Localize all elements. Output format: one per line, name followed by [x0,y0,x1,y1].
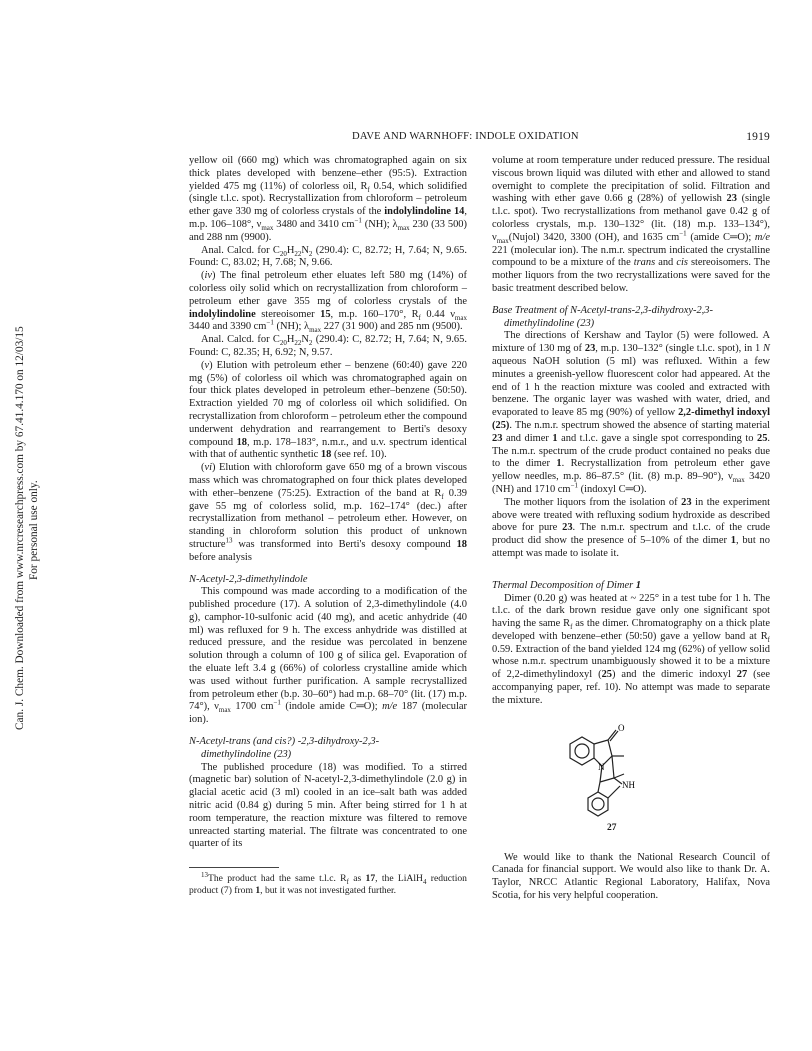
structure-label-n: N [598,761,605,772]
paragraph-fraction-vi: (vi) Elution with chloroform gave 650 mg of a brown viscous mass which was chromatographed on four thick plates developed with ether–benzene (75:25). Extraction of the band at $R_f$ 0.39 gave 55 mg of colorless solid, m.p. 162–174° (dec.) after recrystallization from methanol – petroleum ether. However, on standing in chloroform solution this product of unknown structure$^{13}$ was transformed into Berti's desoxy compound 18 before analysis [189,462,468,563]
structure-figure-27 [492,722,770,840]
section-heading-base-treatment: Base Treatment of N-Acetyl-trans-2,3-dihydroxy-2,3- dimethylindoline (23) [492,304,713,329]
analysis-15: Anal. Calcd. for $C_{20}H_{22}N_2$ (290.4): C, 82.72; H, 7.64; N, 9.65. Found: C, 82.35; H, 6.92; N, 9.57. [189,334,467,358]
paragraph-dihydroxy-indoline: The published procedure (18) was modified. To a stirred (magnetic bar) solution of N-acetyl-2,3-dimethylindole (2.0 g) in glacial acetic acid (3 ml) cooled in an ice–salt bath was added nitric acid (0.84 g) during 5 min. After being stirred for 1 h at room temperature, the reaction mixture was filtered to remove unreacted starting material. The filtrate was concentrated to one quarter of its [189,761,467,850]
section-heading-acetyl-dimethylindole: N-Acetyl-2,3-dimethylindole [189,573,308,585]
left-column [189,155,467,896]
paragraph-fraction-v: (v) Elution with petroleum ether – benzene (60:40) gave 220 mg (5%) of colorless oil which was chromatographed again on four thick plates developed in petroleum ether–benzene (50:50). Extraction yielded 70 mg of colorless oil which solidified. On recrystallization from chloroform – petroleum ether the compound underwent dehydration and rearrangement to Berti's desoxy compound 18, m.p. 178–183°, n.m.r., and u.v. spectrum identical with that of authentic synthetic 18 (see ref. 10). [189,359,467,461]
paragraph-stereoisomer-15: (iv) The final petroleum ether eluates left 580 mg (14%) of colorless oily solid which on recrystallization from chloroform – petroleum ether gave 355 mg of colorless crystals of the indolylindoline stereoisomer 15, m.p. 160–170°, $R_f$ 0.44 $\nu_{max}$ 3440 and 3390 $cm^{-1}$ (NH); $\lambda_{max}$ 227 (31 900) and 285 nm (9500). [189,270,467,335]
dimeric-indoxyl-structure-icon [562,722,672,822]
running-title: DAVE AND WARNHOFF: INDOLE OXIDATION [352,131,579,142]
paragraph-indolylindoline-14: yellow oil (660 mg) which was chromatographed again on six thick plates developed with benzene–ether (95:5). Extraction yielded 475 mg (11%) of colorless oil, $R_f$ 0.54, which solidified (single t.l.c. spot). Recrystallization from chloroform – petroleum ether gave 330 mg of colorless crystals of the indolylindoline 14, m.p. 106–108°, $\nu_{max}$ 3480 and 3410 $cm^{-1}$ (NH); $\lambda_{max}$ 230 (33 500) and 288 nm (9900). [189,155,468,243]
watermark-line-usage: For personal use only. [28,480,40,580]
download-watermark [6,326,58,730]
structure-label-o: O [618,722,625,733]
paragraph-mother-liquors: The mother liquors from the isolation of 23 in the experiment above were treated with refluxing sodium hydroxide as described above for pure 23. The n.m.r. spectrum and t.l.c. of the crude product did show the presence of 5–10% of the dimer 1, but no attempt was made to isolate it. [492,496,770,559]
section-heading-thermal-decomposition: Thermal Decomposition of Dimer 1 [492,579,642,591]
section-heading-dihydroxy-indoline: N-Acetyl-trans (and cis?) -2,3-dihydroxy-2,3- dimethylindoline (23) [189,736,380,760]
footnote-rule [189,867,279,868]
acknowledgement: We would like to thank the National Research Council of Canada for financial support. We would also like to thank Dr. A. Taylor, NRCC Atlantic Regional Laboratory, Halifax, Nova Scotia, for his very helpful cooperation. [492,851,770,902]
paragraph-isolation-23: volume at room temperature under reduced pressure. The residual viscous brown liquid was diluted with ether and allowed to stand overnight to complete the precipitation of solid. Filtration and washing with ether gave 0.66 g (28%) of yellowish 23 (single t.l.c. spot). Two recrystallizations from methanol gave 0.42 g of colorless crystals, m.p. 130–132° (lit. (18) m.p. 133–134°), $\nu_{max}(Nujol)$ 3420, 3300 (OH), and 1635 $cm^{-1}$ (amide C═O); m/e 221 (molecular ion). The n.m.r. spectrum indicated the crystalline compound to be a mixture of the trans and cis stereoisomers. The mother liquors from the two recrystallizations were saved for the basic treatment described below. [492,155,771,294]
footnote-13: $^{13}$The product had the same t.l.c. $R_f$ as 17, the LiAlH$_4$ reduction product (7) from 1, but it was not investigated further. [189,871,467,896]
structure-label-nh: NH [622,779,635,790]
analysis-14: Anal. Calcd. for $C_{20}H_{22}N_2$ (290.4): C, 82.72; H, 7.64; N, 9.65. Found: C, 83.02; H, 7.68; N, 9.66. [189,244,467,269]
right-column [492,155,770,903]
page-number: 1919 [746,131,770,143]
paragraph-base-treatment: The directions of Kershaw and Taylor (5) were followed. A mixture of 130 mg of 23, m.p. 130–132° (single t.l.c. spot), in 1 N aqueous NaOH solution (5 ml) was refluxed. Within a few minutes a greenish-yellow fluorescent color had appeared. At the end of 1 h the reaction mixture was cooled and extracted with benzene. The organic layer was washed with water, dried, and evaporated to leave 85 mg (90%) of yellow 2,2-dimethyl indoxyl (25). The n.m.r. spectrum showed the absence of starting material 23 and dimer 1 and t.l.c. gave a single spot corresponding to 25. The n.m.r. spectrum of the crude product contained no peaks due to the dimer 1. Recrystallization from petroleum ether gave yellow needles, m.p. 86–87.5° (lit. (8) m.p. 89–90°), $\nu_{max}$ 3420 (NH) and 1710 $cm^{-1}$ (indoxyl C═O). [492,330,771,495]
paragraph-thermal-decomposition: Dimer (0.20 g) was heated at ~ 225° in a test tube for 1 h. The t.l.c. of the dark brown residue gave only one significant spot having the same $R_f$ as the dimer. Chromatography on a thick plate developed with benzene–ether (50:50) gave a yellow band at $R_f$ 0.59. Extraction of the band yielded 124 mg (62%) of yellow solid whose n.m.r. spectrum unambiguously showed it to be a mixture of 2,2-dimethylindoxyl (25) and the dimeric indoxyl 27 (see accompanying paper, ref. 10). No attempt was made to separate the mixture. [492,592,770,706]
paragraph-acetyl-dimethylindole: This compound was made according to a modification of the published procedure (17). A solution of 2,3-dimethylindole (4.0 g), camphor-10-sulfonic acid (40 mg), and acetic anhydride (40 ml) was refluxed for 9 h. The excess anhydride was distilled at reduced pressure, and the residue was percolated in benzene solution through a column of 100 g of silica gel. Evaporation of the eluate left 3.4 g (66%) of colorless crystalline amide which was used without further purification. A sample recrystallized from petroleum ether (b.p. 30–60°) had m.p. 68–70° (lit. (17) m.p. 74°), $\nu_{max}$ 1700 $cm^{-1}$ (indole amide C═O); m/e 187 (molecular ion). [189,586,467,726]
structure-number: 27 [607,822,617,833]
watermark-line-source: Can. J. Chem. Downloaded from www.nrcresearchpress.com by 67.41.4.170 on 12/03/15 [14,326,26,730]
